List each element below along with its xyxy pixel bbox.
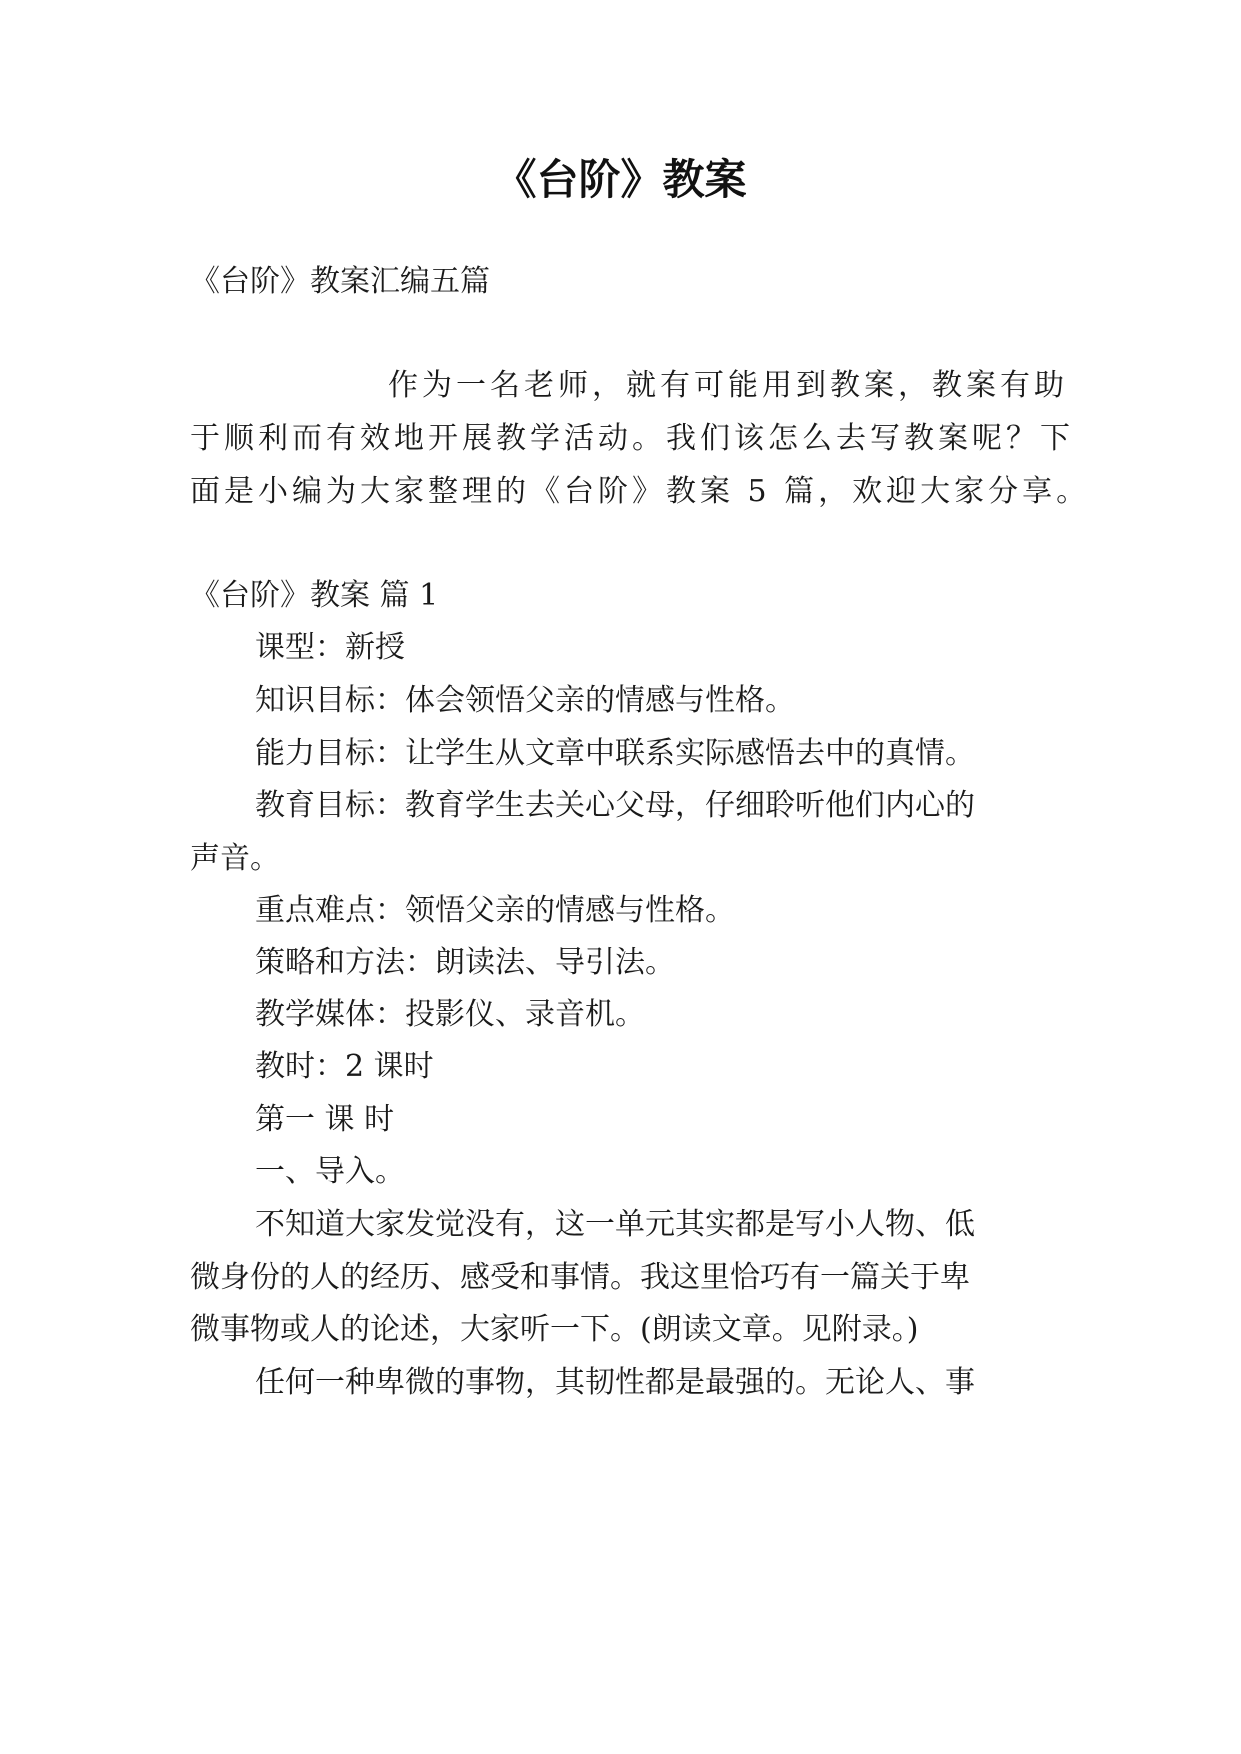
section-heading: 《台阶》教案 篇 1 [190, 578, 439, 613]
document-title: 《台阶》教案 [494, 155, 747, 204]
paragraph-line-4: 教育目标：教育学生去关心父母，仔细聆听他们内心的 [255, 788, 975, 823]
intro-line-3: 面是小编为大家整理的《台阶》教案 5 篇，欢迎大家分享。 [190, 474, 1091, 509]
paragraph-line-7: 策略和方法：朗读法、导引法。 [255, 945, 675, 980]
document-subtitle: 《台阶》教案汇编五篇 [190, 264, 490, 299]
paragraph-line-3: 能力目标：让学生从文章中联系实际感悟去中的真情。 [255, 736, 975, 771]
intro-line-2: 于顺利而有效地开展教学活动。我们该怎么去写教案呢？下 [190, 421, 1074, 456]
paragraph-line-2: 知识目标：体会领悟父亲的情感与性格。 [255, 683, 795, 718]
paragraph-line-6: 重点难点：领悟父亲的情感与性格。 [255, 893, 735, 928]
paragraph-line-9: 教时：2 课时 [255, 1049, 434, 1084]
paragraph-line-10: 第一 课 时 [255, 1102, 395, 1137]
paragraph-line-5: 声音。 [190, 841, 280, 876]
paragraph-line-14: 微事物或人的论述，大家听一下。(朗读文章。见附录。) [190, 1312, 919, 1347]
paragraph-line-11: 一、导入。 [255, 1154, 405, 1189]
paragraph-line-12: 不知道大家发觉没有，这一单元其实都是写小人物、低 [255, 1207, 975, 1242]
paragraph-line-8: 教学媒体：投影仪、录音机。 [255, 997, 645, 1032]
paragraph-line-15: 任何一种卑微的事物，其韧性都是最强的。无论人、事 [255, 1365, 975, 1400]
intro-line-1: 作为一名老师，就有可能用到教案，教案有助 [388, 368, 1068, 403]
paragraph-line-1: 课型：新授 [255, 630, 405, 665]
paragraph-line-13: 微身份的人的经历、感受和事情。我这里恰巧有一篇关于卑 [190, 1260, 970, 1295]
